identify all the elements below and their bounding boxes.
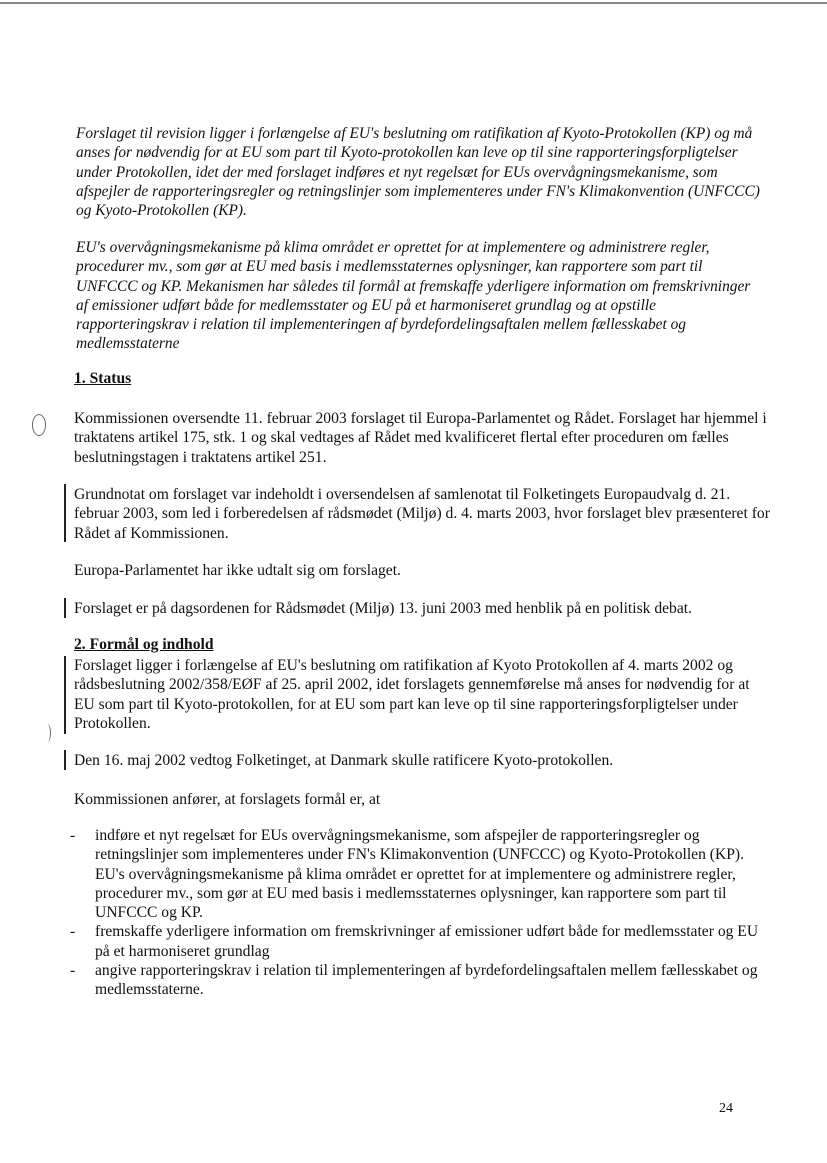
purpose-bullet-list <box>70 826 770 1000</box>
bullet-dash: - <box>70 923 76 941</box>
change-bar <box>64 656 66 734</box>
list-item <box>70 922 770 961</box>
scan-bracket-mark <box>44 724 51 742</box>
intro-paragraph-1: Forslaget til revision ligger i forlængelse af EU's beslutning om ratifikation af Kyoto-Protokollen (KP) og må anses for nødvendig for at EU som part til Kyoto-protokollen kan leve op til sine rapporteringsforpligtelser under Protokollen, idet der med forslaget indføres et nyt regelsæt for EUs overvågningsmekanisme, som afspejler de rapporteringsregler og retningslinjer som implementeres under FN's Klimakonvention (UNFCCC) og Kyoto-Protokollen (KP). <box>76 125 760 220</box>
status-paragraph-1: Kommissionen oversendte 11. februar 2003 forslaget til Europa-Parlamentet og Rådet. Forslaget har hjemmel i traktatens artikel 175, stk. 1 og skal vedtages af Rådet med kvalificeret flertal efter proceduren om fælles beslutningstagen i traktatens artikel 251. <box>74 410 767 466</box>
bullet-dash: - <box>70 962 76 980</box>
change-bar <box>64 598 66 618</box>
list-item <box>70 826 770 922</box>
bullet-text: fremskaffe yderligere information om fremskrivninger af emissioner udført både for medlemsstater og EU på et harmoniseret grundlag <box>95 923 759 960</box>
purpose-paragraph-3: Kommissionen anfører, at forslagets formål er, at <box>74 791 381 808</box>
change-bar <box>64 484 66 542</box>
section-1-heading: 1. Status <box>74 370 132 387</box>
change-bar <box>64 750 66 770</box>
status-paragraph-3: Europa-Parlamentet har ikke udtalt sig om forslaget. <box>74 562 401 579</box>
section-2-heading: 2. Formål og indhold <box>74 636 214 653</box>
bullet-text: angive rapporteringskrav i relation til implementeringen af byrdefordelingsaftalen mellem fællesskabet og medlemsstaterne. <box>95 962 758 999</box>
purpose-paragraph-1: Forslaget ligger i forlængelse af EU's beslutning om ratifikation af Kyoto Protokollen af 4. marts 2002 og rådsbeslutning 2002/358/EØF af 25. april 2002, idet forslagets gennemførelse må anses for nødvendig for at EU som part til Kyoto-protokollen, for at EU som part kan leve op til sine rapporteringsforpligtelser under Protokollen. <box>74 657 750 732</box>
purpose-paragraph-2: Den 16. maj 2002 vedtog Folketinget, at Danmark skulle ratificere Kyoto-protokollen. <box>74 752 614 769</box>
page-number: 24 <box>719 1101 733 1116</box>
bullet-dash: - <box>70 827 76 844</box>
scan-hole-mark <box>32 414 46 436</box>
status-paragraph-4: Forslaget er på dagsordenen for Rådsmødet (Miljø) 13. juni 2003 med henblik på en politisk debat. <box>74 600 692 617</box>
list-item <box>70 961 770 1000</box>
page-top-border <box>0 2 827 4</box>
bullet-text: indføre et nyt regelsæt for EUs overvågningsmekanisme, som afspejler de rapporteringsregler og retningslinjer som implementeres under FN's Klimakonvention (UNFCCC) og Kyoto-Protokollen (KP). EU's overvågningsmekanisme på klima området er oprettet for at implementere og administrere regler, procedurer mv., som gør at EU med basis i medlemsstaternes oplysninger, kan rapportere som part til UNFCCC og KP. <box>95 827 745 922</box>
status-paragraph-2: Grundnotat om forslaget var indeholdt i oversendelsen af samlenotat til Folketingets Europaudvalg d. 21. februar 2003, som led i forberedelsen af rådsmødet (Miljø) d. 4. marts 2003, hvor forslaget blev præsenteret for Rådet af Kommissionen. <box>74 486 770 542</box>
intro-paragraph-2: EU's overvågningsmekanisme på klima området er oprettet for at implementere og administrere regler, procedurer mv., som gør at EU med basis i medlemsstaternes oplysninger, kan rapportere som part til UNFCCC og KP. Mekanismen har således til formål at fremskaffe yderligere information om fremskrivninger af emissioner udført både for medlemsstater og EU på et harmoniseret grundlag og at opstille rapporteringskrav i relation til implementeringen af byrdefordelingsaftalen mellem fællesskabet og medlemsstaterne <box>76 239 751 353</box>
